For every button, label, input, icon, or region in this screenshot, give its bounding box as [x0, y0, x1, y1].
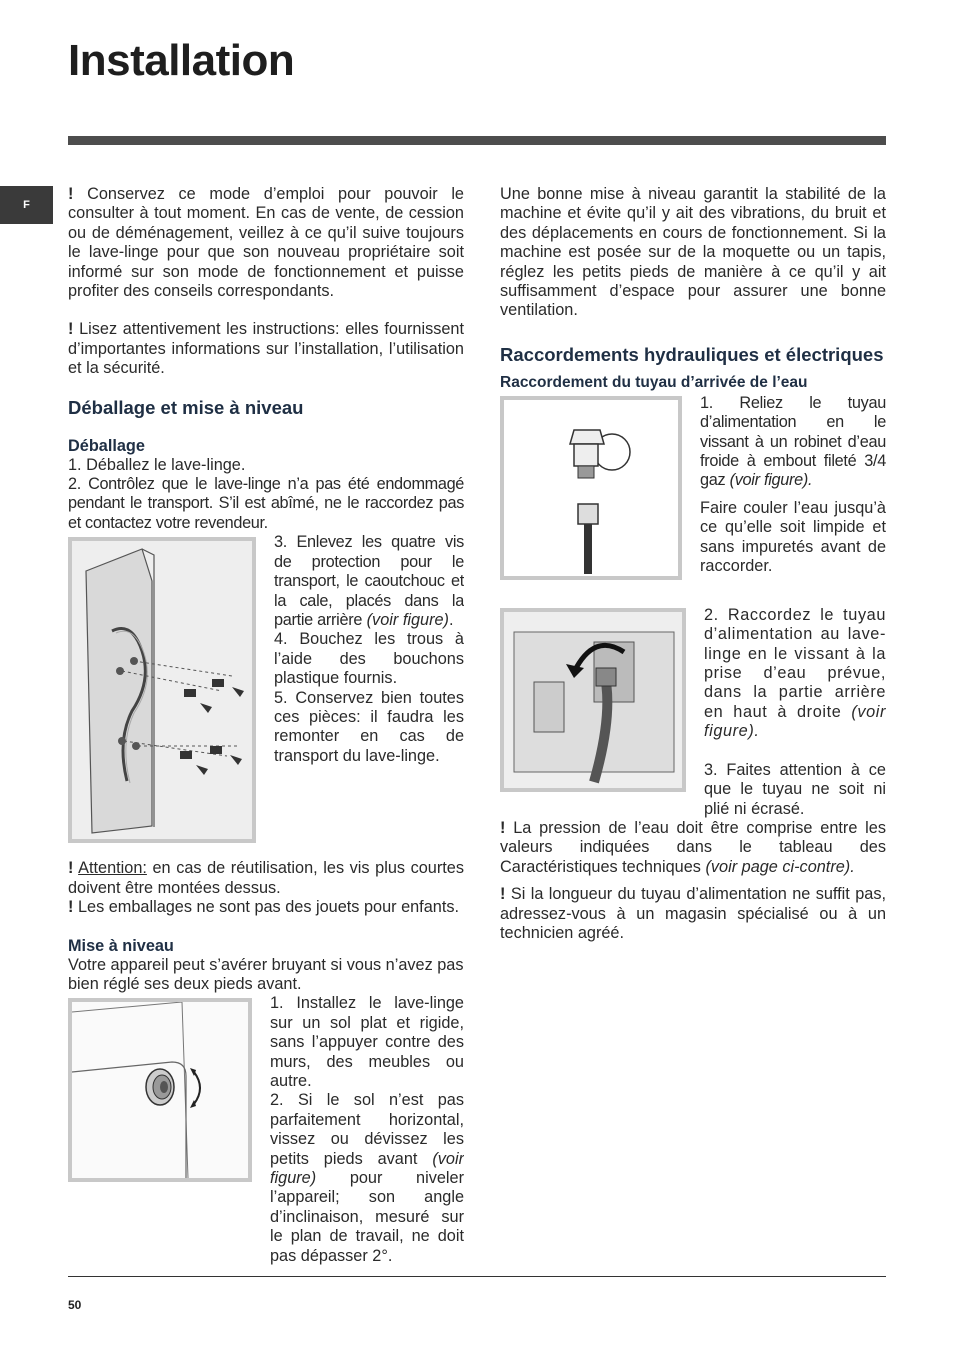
subheading-unpacking: Déballage: [68, 436, 145, 455]
packaging-note: ! Les emballages ne sont pas des jouets pour enfants.: [68, 898, 460, 917]
subheading-leveling: Mise à niveau: [68, 936, 174, 955]
title-rule: [68, 136, 886, 145]
intro-paragraph-1: ! Conservez ce mode d’emploi pour pouvoir le consulter à tout moment. En cas de vente, de cession ou de déménagement, veillez à ce qu’il suive toujours le lave-linge pour que son nouveau propriétaire soit informé sur son mode de fonctionnement et puisse profiter des conseils correspondants.: [68, 185, 464, 301]
footer-rule: [68, 1276, 886, 1277]
leveling-feet-figure: [68, 998, 252, 1182]
adjustable-foot-illustration: [72, 1002, 248, 1178]
warning-mark: !: [68, 898, 74, 917]
page-number: 50: [68, 1298, 82, 1312]
hose-step-1-text: 1. Reliez le tuyau d’alimentation en le vissant à un robinet d’eau froide à embout fileté 3/4 gaz (voir figure). Faire couler l’eau jusqu’à ce qu’elle soit limpide et sans impuretés avant de raccorder.: [700, 393, 886, 576]
machine-inlet-illustration: [504, 612, 682, 788]
leveling-paragraph: Une bonne mise à niveau garantit la stabilité de la machine et évite qu’il y ait des vibrations, du bruit et des déplacements en cours de fonctionnement. Si la machine est posée sur de la moquette ou un tapis, réglez les petits pieds de manière à ce qu’il y ait suffisamment d’espace pour assurer une bonne ventilation.: [500, 185, 886, 320]
left-column: [68, 185, 464, 1266]
unpack-step-2: 2. Contrôlez que le lave-linge n’a pas été endommagé pendant le transport. S’il est abîmé, ne le raccordez pas et contactez votre revendeur.: [68, 475, 464, 532]
section-heading-connections: Raccordements hydrauliques et électriques: [500, 343, 884, 365]
hose-steps-2-3-text: 2. Raccordez le tuyau d’alimentation au lave-linge en le vissant à la prise d’eau prévue, dans la partie arrière en haut à droite (voir figure). 3. Faites attention à ce que le tuyau ne soit ni plié ni écrasé.: [704, 605, 886, 818]
warning-mark: !: [68, 320, 74, 339]
flush-instruction: Faire couler l’eau jusqu’à ce qu’elle soit limpide et sans impuretés avant de raccorder.: [700, 498, 886, 576]
page-title: Installation: [68, 36, 295, 85]
section-heading-unpacking: Déballage et mise à niveau: [68, 396, 304, 418]
tap-connection-figure: [500, 396, 682, 580]
machine-back-illustration: [72, 541, 252, 839]
intro-paragraph-2: ! Lisez attentivement les instructions: elles fournissent d’importantes informations sur l’installation, l’utilisation et la sécurité.: [68, 320, 464, 378]
right-column: [500, 185, 886, 943]
pressure-note: ! La pression de l’eau doit être comprise entre les valeurs indiquées dans le tableau des Caractéristiques techniques (voir page ci-contre).: [500, 818, 886, 876]
subheading-inlet-hose: Raccordement du tuyau d’arrivée de l’eau: [500, 373, 808, 391]
machine-inlet-figure: [500, 608, 686, 792]
unpack-step-1: 1. Déballez le lave-linge.: [68, 455, 246, 474]
warning-mark: !: [68, 185, 74, 203]
warning-mark: !: [68, 859, 74, 878]
water-tap-illustration: [504, 400, 678, 576]
unpack-steps-3-5: 3. Enlevez les quatre vis de protection pour le transport, le caoutchouc et la cale, placés dans la partie arrière (voir figure). 4. Bouchez les trous à l’aide des bouchons plastique fournis. 5. Conservez bien toutes ces pièces: il faudra les remonter en cas de transport du lave-linge.: [274, 533, 464, 765]
hose-length-note: ! Si la longueur du tuyau d’alimentation ne suffit pas, adressez-vous à un magasin spécialisé ou à un technicien agréé.: [500, 885, 887, 942]
language-tab: F: [0, 186, 53, 224]
leveling-steps: 1. Installez le lave-linge sur un sol plat et rigide, sans l’appuyer contre des murs, des meubles ou autre. 2. Si le sol n’est pas parfaitement horizontal, vissez ou dévissez les petits pieds avant (voir figure) pour niveler l’appareil; son angle d’inclinaison, mesuré sur le plan de travail, ne doit pas dépasser 2°.: [270, 994, 464, 1265]
transport-screws-figure: [68, 537, 256, 843]
warning-mark: !: [500, 885, 506, 904]
leveling-intro: Votre appareil peut s’avérer bruyant si vous n’avez pas bien réglé ses deux pieds avant.: [68, 955, 464, 993]
warning-mark: !: [500, 818, 506, 837]
attention-note: ! Attention: en cas de réutilisation, les vis plus courtes doivent être montées dessus.: [68, 859, 464, 897]
